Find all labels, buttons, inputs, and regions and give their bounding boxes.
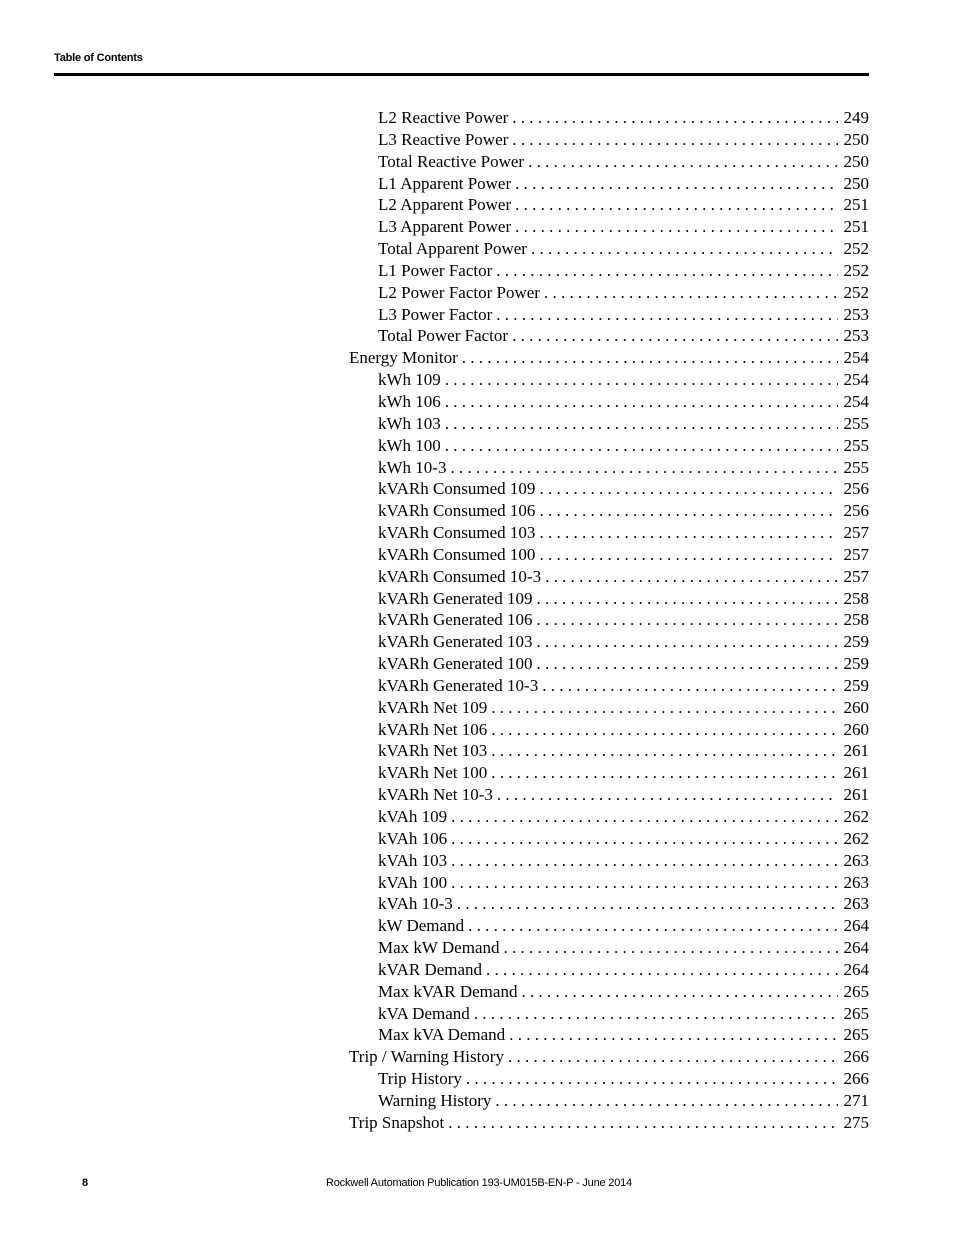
toc-entry[interactable] (349, 1090, 869, 1112)
toc-dot-leader (539, 522, 837, 544)
toc-entry-page: 249 (843, 108, 869, 127)
toc-entry[interactable] (349, 500, 869, 522)
toc-dot-leader (466, 1068, 838, 1090)
toc-entry[interactable] (349, 1068, 869, 1090)
toc-entry-page: 262 (843, 828, 869, 848)
toc-entry-title: Warning History (378, 1090, 492, 1110)
toc-dot-leader (542, 675, 837, 697)
toc-entry-page: 254 (843, 370, 869, 390)
toc-entry-page: 252 (843, 260, 869, 280)
toc-entry-title: kVAR Demand (378, 959, 483, 979)
toc-entry-title: kWh 10-3 (378, 457, 447, 477)
toc-entry-page: 259 (843, 675, 869, 695)
toc-dot-leader (521, 981, 837, 1003)
toc-dot-leader (515, 216, 837, 238)
toc-entry-title: Max kVA Demand (378, 1025, 506, 1045)
toc-entry-page: 261 (843, 785, 869, 805)
footer-page-number: 8 (82, 1177, 89, 1189)
toc-entry[interactable] (349, 872, 869, 894)
toc-entry[interactable] (349, 457, 869, 479)
toc-entry-page: 253 (843, 326, 869, 346)
toc-dot-leader (509, 1024, 837, 1046)
toc-entry[interactable] (349, 260, 869, 282)
toc-entry-page: 250 (843, 173, 869, 193)
toc-entry[interactable] (349, 413, 869, 435)
toc-dot-leader (451, 850, 837, 872)
toc-entry-title: kWh 100 (378, 435, 441, 455)
toc-entry-title: kWh 103 (378, 413, 441, 433)
toc-entry-title: kW Demand (378, 916, 465, 936)
toc-entry-title: L2 Reactive Power (378, 108, 509, 127)
toc-entry[interactable] (349, 107, 869, 129)
toc-entry-page: 265 (843, 981, 869, 1001)
header-rule (54, 73, 869, 76)
toc-entry[interactable] (349, 238, 869, 260)
toc-dot-leader (474, 1003, 838, 1025)
toc-entry-title: kVARh Generated 10-3 (378, 675, 539, 695)
toc-entry-title: L3 Reactive Power (378, 129, 509, 149)
toc-entry-title: Max kW Demand (378, 938, 500, 958)
toc-dot-leader (486, 959, 837, 981)
toc-dot-leader (491, 697, 837, 719)
toc-dot-leader (504, 937, 838, 959)
toc-entry[interactable] (349, 959, 869, 981)
toc-entry[interactable] (349, 762, 869, 784)
toc-dot-leader (537, 609, 838, 631)
toc-entry[interactable] (349, 478, 869, 500)
toc-dot-leader (457, 893, 838, 915)
toc-entry[interactable] (349, 1003, 869, 1025)
toc-entry-title: L1 Apparent Power (378, 173, 512, 193)
toc-dot-leader (450, 457, 837, 479)
toc-entry-page: 265 (843, 1003, 869, 1023)
toc-entry[interactable] (349, 129, 869, 151)
toc-entry-title: kVAh 106 (378, 828, 448, 848)
toc-entry-title: kVARh Consumed 100 (378, 544, 536, 564)
toc-dot-leader (545, 566, 837, 588)
toc-entry-page: 263 (843, 872, 869, 892)
toc-dot-leader (515, 194, 837, 216)
toc-entry-title: kVARh Generated 103 (378, 632, 533, 652)
toc-entry-page: 257 (843, 544, 869, 564)
toc-dot-leader (451, 872, 837, 894)
toc-entry[interactable] (349, 981, 869, 1003)
toc-dot-leader (462, 347, 838, 369)
toc-entry-page: 250 (843, 151, 869, 171)
toc-dot-leader (515, 173, 837, 195)
toc-entry-page: 251 (843, 217, 869, 237)
toc-entry[interactable] (349, 369, 869, 391)
toc-entry[interactable] (349, 325, 869, 347)
toc-entry-page: 250 (843, 129, 869, 149)
toc-entry-page: 256 (843, 501, 869, 521)
toc-entry[interactable] (349, 828, 869, 850)
toc-dot-leader (468, 915, 837, 937)
toc-entry-page: 271 (843, 1090, 869, 1110)
toc-dot-leader (496, 260, 837, 282)
toc-entry-title: Total Apparent Power (378, 239, 527, 259)
toc-entry-page: 275 (843, 1112, 869, 1132)
toc-dot-leader (512, 107, 837, 129)
toc-entry-title: kVARh Net 103 (378, 741, 488, 761)
toc-entry[interactable] (349, 653, 869, 675)
toc-entry-title: L3 Power Factor (378, 304, 493, 324)
toc-dot-leader (497, 784, 838, 806)
toc-entry[interactable] (349, 1024, 869, 1046)
toc-entry-title: kWh 106 (378, 391, 441, 411)
toc-entry[interactable] (349, 937, 869, 959)
toc-entry-page: 255 (843, 413, 869, 433)
toc-entry-title: kVA Demand (378, 1003, 470, 1023)
toc-entry-page: 261 (843, 763, 869, 783)
toc-entry-title: kVAh 10-3 (378, 894, 453, 914)
toc-entry[interactable] (349, 151, 869, 173)
toc-entry-page: 257 (843, 523, 869, 543)
toc-entry-title: kVARh Generated 100 (378, 654, 533, 674)
toc-entry-page: 263 (843, 894, 869, 914)
toc-entry-title: L2 Power Factor Power (378, 282, 540, 302)
toc-entry-page: 256 (843, 479, 869, 499)
toc-entry-page: 260 (843, 697, 869, 717)
toc-dot-leader (451, 828, 837, 850)
toc-entry[interactable] (349, 675, 869, 697)
toc-entry-page: 264 (843, 916, 869, 936)
toc-dot-leader (531, 238, 838, 260)
toc-entry-page: 260 (843, 719, 869, 739)
toc-entry-title: kVARh Net 100 (378, 763, 488, 783)
toc-entry-page: 255 (843, 435, 869, 455)
toc-dot-leader (537, 653, 838, 675)
toc-dot-leader (491, 719, 837, 741)
toc-entry-title: kVARh Consumed 10-3 (378, 566, 542, 586)
toc-entry-title: Trip Snapshot (349, 1112, 445, 1132)
toc-entry-page: 254 (843, 391, 869, 411)
toc-entry[interactable] (349, 588, 869, 610)
toc-dot-leader (537, 588, 838, 610)
toc-entry-title: L1 Power Factor (378, 260, 493, 280)
toc-entry-title: Energy Monitor (349, 348, 458, 368)
toc-entry-page: 261 (843, 741, 869, 761)
toc-dot-leader (445, 369, 838, 391)
toc-entry-title: Max kVAR Demand (378, 981, 518, 1001)
toc-dot-leader (451, 806, 837, 828)
toc-dot-leader (537, 631, 838, 653)
toc-entry-title: Total Reactive Power (378, 151, 525, 171)
toc-entry-page: 266 (843, 1069, 869, 1089)
toc-entry-page: 251 (843, 195, 869, 215)
toc-entry[interactable] (349, 850, 869, 872)
toc-entry-page: 259 (843, 654, 869, 674)
toc-entry-title: kVARh Generated 106 (378, 610, 533, 630)
toc-entry-title: Trip History (378, 1069, 462, 1089)
toc-entry[interactable] (349, 391, 869, 413)
toc-entry[interactable] (349, 806, 869, 828)
footer-publication: Rockwell Automation Publication 193-UM015B-EN-P - June 2014 (326, 1177, 632, 1189)
toc-dot-leader (544, 282, 838, 304)
toc-entry-title: kVAh 100 (378, 872, 448, 892)
toc-entry-title: kVAh 109 (378, 807, 448, 826)
toc-dot-leader (539, 500, 837, 522)
toc-entry-title: kVARh Consumed 106 (378, 501, 536, 521)
toc-entry-title: kVARh Net 10-3 (378, 785, 493, 805)
toc-entry-page: 255 (843, 457, 869, 477)
toc-entry-title: Total Power Factor (378, 326, 509, 346)
toc-entry-title: L3 Apparent Power (378, 217, 512, 237)
toc-dot-leader (508, 1046, 838, 1068)
toc-entry[interactable] (349, 347, 869, 369)
toc-entry[interactable] (349, 435, 869, 457)
toc-entry[interactable] (349, 784, 869, 806)
toc-entry-page: 264 (843, 938, 869, 958)
toc-entry[interactable] (349, 631, 869, 653)
toc-entry-page: 265 (843, 1025, 869, 1045)
table-of-contents (349, 107, 869, 1134)
toc-entry-page: 253 (843, 304, 869, 324)
toc-entry-page: 254 (843, 348, 869, 368)
toc-dot-leader (496, 304, 837, 326)
toc-entry[interactable] (349, 609, 869, 631)
toc-dot-leader (445, 391, 838, 413)
toc-entry[interactable] (349, 1046, 869, 1068)
toc-entry[interactable] (349, 915, 869, 937)
toc-entry[interactable] (349, 566, 869, 588)
toc-dot-leader (539, 478, 837, 500)
toc-entry[interactable] (349, 173, 869, 195)
toc-entry-page: 264 (843, 959, 869, 979)
toc-entry-page: 262 (843, 807, 869, 826)
toc-dot-leader (528, 151, 837, 173)
toc-entry-page: 259 (843, 632, 869, 652)
toc-dot-leader (495, 1090, 837, 1112)
running-header: Table of Contents (54, 52, 143, 64)
toc-entry-page: 252 (843, 239, 869, 259)
toc-entry-title: kVARh Consumed 103 (378, 523, 536, 543)
toc-entry-title: L2 Apparent Power (378, 195, 512, 215)
toc-dot-leader (445, 413, 838, 435)
toc-entry[interactable] (349, 544, 869, 566)
toc-entry[interactable] (349, 282, 869, 304)
toc-entry-page: 263 (843, 850, 869, 870)
toc-entry-page: 258 (843, 610, 869, 630)
toc-entry[interactable] (349, 893, 869, 915)
toc-entry-title: kVARh Net 106 (378, 719, 488, 739)
toc-dot-leader (512, 129, 837, 151)
toc-entry-title: kVARh Consumed 109 (378, 479, 536, 499)
toc-entry-page: 257 (843, 566, 869, 586)
toc-dot-leader (512, 325, 837, 347)
toc-dot-leader (491, 740, 837, 762)
toc-entry[interactable] (349, 216, 869, 238)
toc-entry-title: kVAh 103 (378, 850, 448, 870)
toc-entry[interactable] (349, 719, 869, 741)
toc-entry-title: Trip / Warning History (349, 1047, 504, 1067)
toc-entry-page: 258 (843, 588, 869, 608)
toc-entry[interactable] (349, 1112, 869, 1134)
toc-dot-leader (491, 762, 837, 784)
toc-entry-page: 266 (843, 1047, 869, 1067)
toc-entry[interactable] (349, 697, 869, 719)
toc-entry-title: kVARh Generated 109 (378, 588, 533, 608)
toc-dot-leader (539, 544, 837, 566)
toc-dot-leader (445, 435, 838, 457)
toc-entry[interactable] (349, 304, 869, 326)
toc-entry-page: 252 (843, 282, 869, 302)
toc-entry-title: kVARh Net 109 (378, 697, 488, 717)
toc-entry[interactable] (349, 522, 869, 544)
toc-entry[interactable] (349, 740, 869, 762)
toc-entry[interactable] (349, 194, 869, 216)
toc-entry-title: kWh 109 (378, 370, 441, 390)
toc-dot-leader (448, 1112, 837, 1134)
